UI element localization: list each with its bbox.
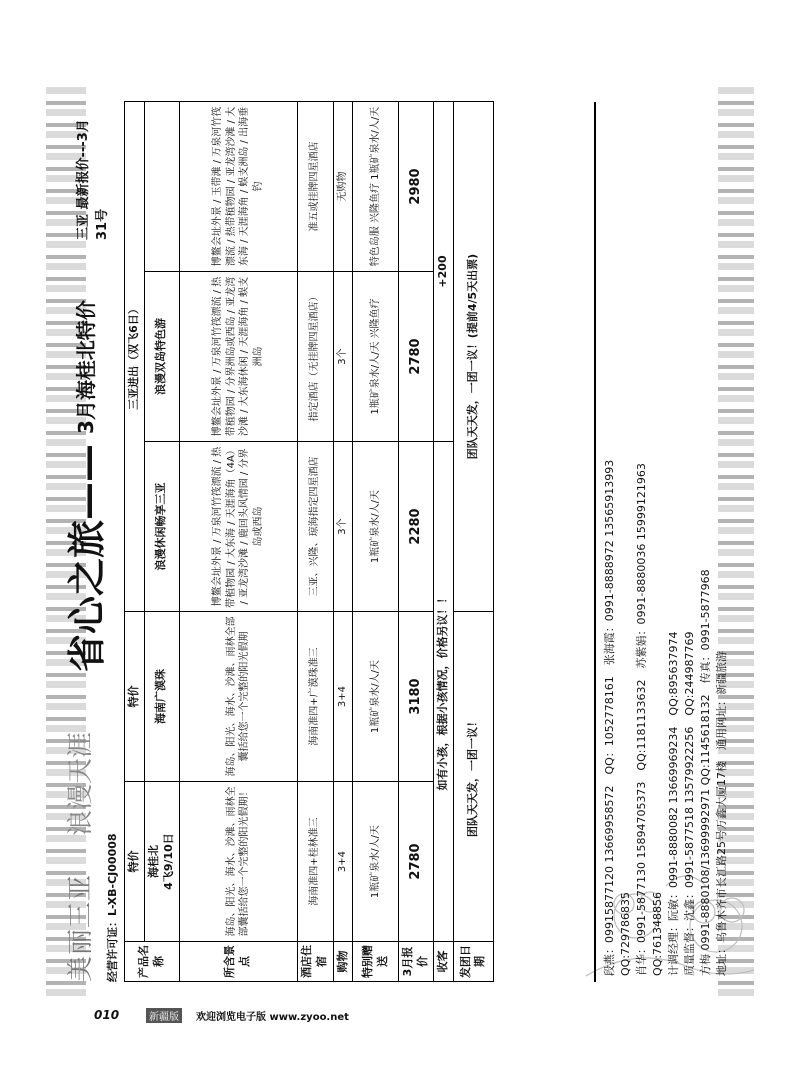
- gift-1: 1瓶矿泉水/人/天: [353, 782, 399, 942]
- price-3: 2280: [399, 442, 434, 612]
- shopping-5: 无购物: [333, 101, 353, 271]
- contact-lines: [602, 416, 730, 976]
- subtitle: 3月海桂北特价: [74, 300, 98, 434]
- page-number: 010: [94, 1008, 120, 1022]
- receive-extra: +200: [434, 101, 454, 441]
- shopping-2: 3+4: [333, 612, 353, 782]
- price-2: 3180: [399, 612, 434, 782]
- product-name-1: [144, 782, 179, 942]
- main-title: 省心之旅——: [64, 443, 109, 672]
- spots-1: 海岛、阳光、海水、沙滩、雨林全部囊括给您一个完整的阳光假期！: [179, 782, 297, 942]
- price-1: 2780: [399, 782, 434, 942]
- gift-3: 1瓶矿泉水/人/天: [353, 442, 399, 612]
- product-1-days: 4飞9/10日: [161, 833, 175, 890]
- hotel-2: 海南准四+广漠珠准三: [297, 612, 333, 782]
- gift-2: 1瓶矿泉水/人/天: [353, 612, 399, 782]
- product-name-4: 浪漫双岛特色游: [144, 272, 179, 442]
- label-departure: 发团日期: [453, 942, 493, 982]
- label-gift: 特别赠送: [353, 942, 399, 982]
- edition-badge: 新疆版: [146, 1008, 182, 1023]
- contact-line: 计调经理：阮敏：0991-8880082 13669969234 QQ:895637974: [666, 631, 680, 976]
- price-5: 2980: [399, 101, 434, 271]
- price-table: [124, 101, 494, 982]
- hotel-3: 三亚、兴隆、琼海指定四星酒店: [297, 442, 333, 612]
- product-name-2: 海南广漠珠: [144, 612, 179, 782]
- brand-text-2: 浪漫天涯: [66, 731, 96, 836]
- group-sanya: 三亚进出（双飞6日）: [125, 101, 145, 611]
- page-footer: [4, 1008, 364, 1026]
- page-sheet: [46, 86, 754, 996]
- shopping-1: 3+4: [333, 782, 353, 942]
- spots-2: 海岛、阳光、海水、沙滩、雨林全部囊括给您一个完整的阳光假期: [179, 612, 297, 782]
- hotel-1: 海南准四+桂林准三: [297, 782, 333, 942]
- contact-line: 方梅 0991-8880108/13699992971 QQ:1145618132 传真：0991-5877968: [698, 569, 712, 976]
- brand-text: 美丽三亚: [66, 873, 96, 982]
- contact-line: 肖华：0991-5877130 15894705373 QQ:1181133632 苏紫娟：0991-8880036 15999121963 QQ:761348856: [634, 452, 664, 976]
- label-product: 产品名称: [125, 942, 180, 982]
- contact-block: [594, 102, 746, 982]
- spots-5: 博鳌会址外景 / 玉带滩 / 万泉河竹筏漂流 / 热带植物园 / 亚龙湾沙滩 / 大东海 / 天涯海角 / 蜈支洲岛 / 出海垂钓: [179, 101, 297, 271]
- shopping-4: 3个: [333, 272, 353, 442]
- product-name-5: [144, 101, 179, 271]
- license-number: 经营许可证：L-XB-CJ00008: [106, 833, 119, 982]
- contact-line: 质量监督：沈鑫：0991-5877518 13579922256 QQ:244987769: [682, 631, 696, 976]
- hotel-4: 指定酒店（无挂牌四星酒店）: [297, 272, 333, 442]
- departure-1: 团队天天发，一团一议！: [453, 612, 493, 942]
- price-4: 2780: [399, 272, 434, 442]
- gift-4: 1瓶矿泉水/人/天 兴隆鱼疗: [353, 272, 399, 442]
- group-special-1: 特价: [125, 782, 145, 942]
- receive-note: 如有小孩，根据小孩情况，价格另议！！: [434, 442, 454, 942]
- shopping-3: 3个: [333, 442, 353, 612]
- gift-5: 特色岛服 兴隆鱼疗 1瓶矿泉水/人/天: [353, 101, 399, 271]
- contact-line: 地址：乌鲁木齐市长江路25号万鑫大厦17楼 通用网址：新疆旅游: [714, 651, 728, 976]
- spots-4: 博鳌会址外景 / 万泉河竹筏漂流 / 热带植物园 / 分界洲岛或西岛 / 亚龙湾沙滩 / 大东海休闲 / 天涯海角 / 蜈支洲岛: [179, 272, 297, 442]
- label-shopping: 购物: [333, 942, 353, 982]
- label-hotel: 酒店住宿: [297, 942, 333, 982]
- group-special-2: 特价: [125, 612, 145, 782]
- label-price: 3月报价: [399, 942, 434, 982]
- spots-3: 博鳌会址外景 / 万泉河竹筏漂流 / 热带植物园 / 大东海 / 天涯海角（4A） / 亚龙湾沙滩 / 鹿回头风情园 / 分界岛或西岛: [179, 442, 297, 612]
- label-spots: 所含景点: [179, 942, 297, 982]
- update-date: 三亚 最新报价---3月31号: [76, 119, 110, 240]
- contact-line: 段燕：09915877120 13669958572 QQ：1052778161 张海霞：0991-8888972 13565913993 QQ:729786835: [603, 448, 632, 976]
- product-name-3: 浪漫休闲畅享三亚: [144, 442, 179, 612]
- footer-text: 欢迎浏览电子版 www.zyoo.net: [196, 1012, 349, 1023]
- hotel-5: 准五或挂牌四星酒店: [297, 101, 333, 271]
- rotated-content: [46, 86, 754, 996]
- label-receive: 收客: [434, 942, 454, 982]
- product-1-title: 海桂北: [146, 845, 160, 878]
- departure-2: 团队天天发，一团一议！(提前4/5天出票): [453, 101, 493, 611]
